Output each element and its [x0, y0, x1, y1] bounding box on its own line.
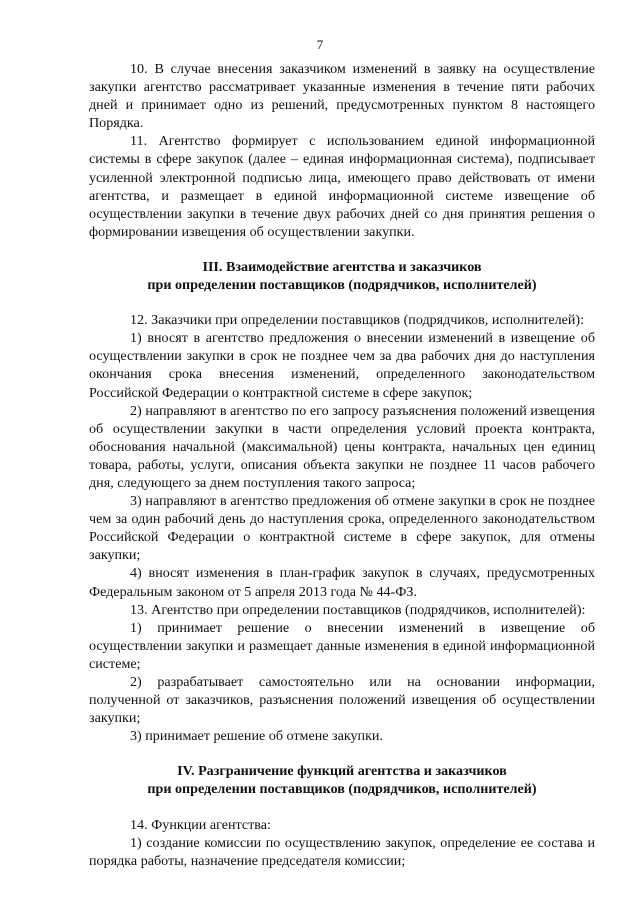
paragraph-13-item-1: 1) принимает решение о внесении изменений в извещение об осуществлении закупки и размещает данные изменения в единой информационной системе; — [89, 619, 595, 672]
paragraph-10: 10. В случае внесения заказчиком изменений в заявку на осуществление закупки агентство рассматривает указанные изменения в течение пяти рабочих дней и принимает одно из решений, предусмотренных пунктом 8 настоящего Порядка. — [89, 61, 595, 132]
section-3-heading-line-2: при определении поставщиков (подрядчиков, исполнителей) — [147, 277, 537, 294]
section-3-heading-line-1: III. Взаимодействие агентства и заказчиков — [202, 258, 482, 275]
section-4-heading-line-1: IV. Разграничение функций агентства и заказчиков — [177, 763, 507, 780]
page-content — [89, 60, 595, 870]
paragraph-13: 13. Агентство при определении поставщиков (подрядчиков, исполнителей): — [130, 601, 586, 618]
paragraph-12: 12. Заказчики при определении поставщиков (подрядчиков, исполнителей): — [130, 312, 585, 329]
paragraph-12-item-2: 2) направляют в агентство по его запросу разъяснения положений извещения об осуществлении закупки в части определения условий проекта контракта, обоснования начальной (максимальной) цены контракта, начальных цен единиц товара, работы, услуги, описания объекта закупки не позднее 11 часов рабочего дня, следующего за днем поступления такого запроса; — [89, 402, 595, 491]
section-4-heading — [89, 762, 595, 798]
paragraph-14-item-1: 1) создание комиссии по осуществлению закупок, определение ее состава и порядка работы, назначение председателя комиссии; — [89, 834, 595, 869]
paragraph-12-item-4: 4) вносят изменения в план-график закупок в случаях, предусмотренных Федеральным законом от 5 апреля 2013 года № 44-ФЗ. — [89, 565, 595, 600]
page-number: 7 — [316, 37, 324, 52]
paragraph-12-item-3: 3) направляют в агентство предложения об отмене закупки в срок не позднее чем за один рабочий день до наступления срока, определенного законодательством Российской Федерации о контрактной системе в сфере закупок, для отмены закупки; — [89, 493, 595, 564]
paragraph-14: 14. Функции агентства: — [130, 816, 271, 833]
paragraph-11: 11. Агентство формирует с использованием единой информационной системы в сфере закупок (далее – единая информационная система), подписывает усиленной электронной подписью лица, имеющего право действовать от имени агентства, и размещает в единой информационной системе извещение об осуществлении закупки в течение двух рабочих дней со дня принятия решения о формировании извещения об осуществлении закупки. — [89, 133, 595, 240]
paragraph-13-item-2: 2) разрабатывает самостоятельно или на основании информации, полученной от заказчиков, разъяснения положений извещения об осуществлении закупки; — [89, 674, 595, 727]
paragraph-13-item-3: 3) принимает решение об отмене закупки. — [130, 728, 383, 745]
section-3-heading — [89, 258, 595, 294]
paragraph-12-item-1: 1) вносят в агентство предложения о внесении изменений в извещение об осуществлении закупки в срок не позднее чем за два рабочих дня до наступления окончания срока внесения изменений, определенного законодательством Российской Федерации о контрактной системе в сфере закупок; — [89, 330, 595, 401]
section-4-heading-line-2: при определении поставщиков (подрядчиков, исполнителей) — [147, 781, 537, 798]
